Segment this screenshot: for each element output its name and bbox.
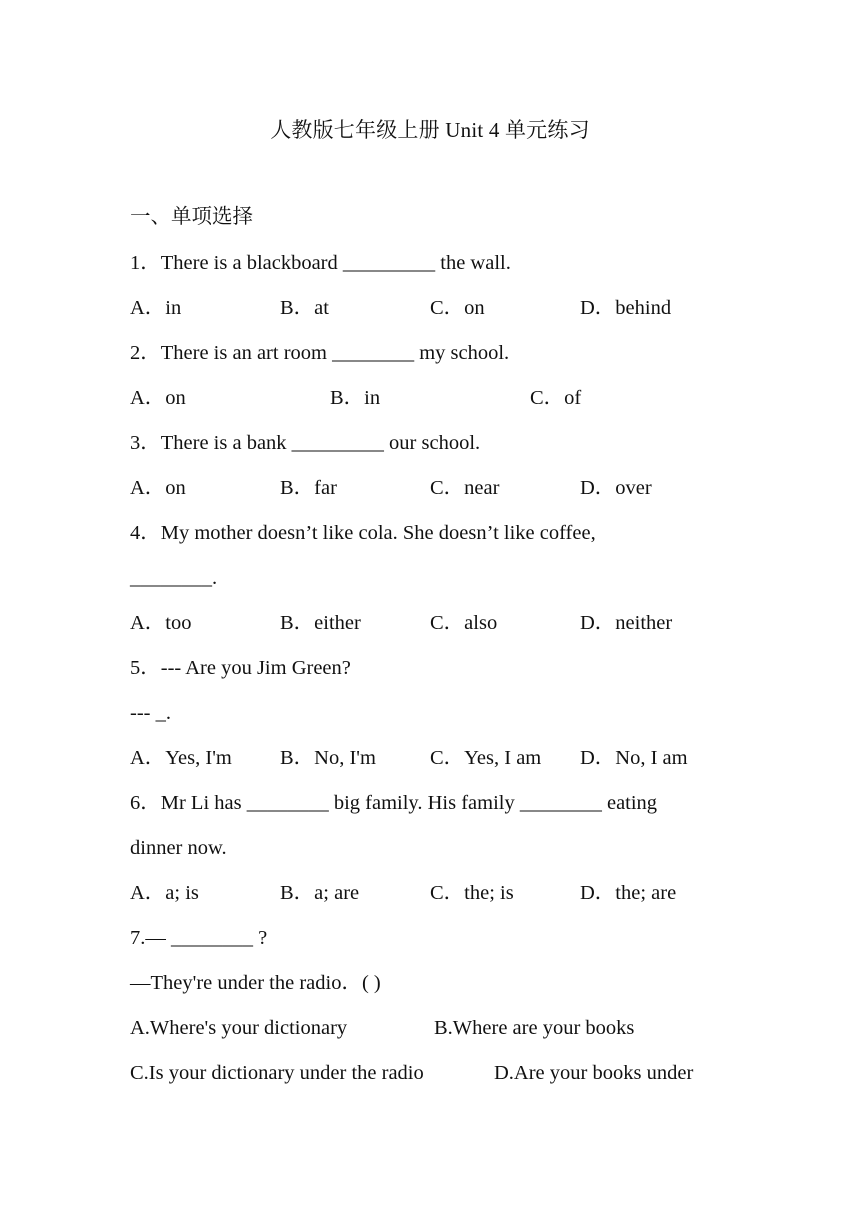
question-7-option-d: D.Are your books under [494, 1062, 694, 1084]
question-7-option-c: C.Is your dictionary under the radio [130, 1062, 424, 1084]
question-4-option-d: D．neither [580, 612, 673, 634]
question-1-option-b: B．at [280, 297, 329, 319]
question-4-option-c: C．also [430, 612, 498, 634]
question-5-stem-continued: --- _. [130, 702, 171, 724]
question-5-option-c: C．Yes, I am [430, 747, 542, 769]
section-heading: 一、单项选择 [130, 206, 253, 228]
question-2-option-c: C．of [530, 387, 582, 409]
question-3-option-b: B．far [280, 477, 337, 499]
question-5-option-a: A．Yes, I'm [130, 747, 232, 769]
question-7-option-a: A.Where's your dictionary [130, 1017, 348, 1039]
question-5-option-d: D．No, I am [580, 747, 688, 769]
question-7-option-b: B.Where are your books [434, 1017, 635, 1039]
question-6-stem: 6．Mr Li has ________ big family. His family ________ eating [130, 792, 658, 814]
question-1-option-c: C．on [430, 297, 485, 319]
question-1-option-a: A．in [130, 297, 182, 319]
question-2-option-b: B．in [330, 387, 381, 409]
question-4-stem-continued: ________. [130, 567, 218, 589]
question-6-option-b: B．a; are [280, 882, 360, 904]
question-6-option-d: D．the; are [580, 882, 677, 904]
question-3-option-d: D．over [580, 477, 652, 499]
question-3-option-c: C．near [430, 477, 500, 499]
question-6-option-c: C．the; is [430, 882, 514, 904]
question-6-stem-continued: dinner now. [130, 837, 227, 859]
question-4-option-b: B．either [280, 612, 361, 634]
question-3-stem: 3．There is a bank _________ our school. [130, 432, 481, 454]
question-5-stem: 5．--- Are you Jim Green? [130, 657, 351, 679]
question-7-stem: 7.— ________ ? [130, 927, 268, 949]
question-7-stem-continued: —They're under the radio．( ) [130, 972, 381, 994]
question-6-option-a: A．a; is [130, 882, 199, 904]
question-4-option-a: A．too [130, 612, 192, 634]
question-5-option-b: B．No, I'm [280, 747, 376, 769]
question-2-stem: 2．There is an art room ________ my school. [130, 342, 510, 364]
question-1-option-d: D．behind [580, 297, 672, 319]
question-2-option-a: A．on [130, 387, 186, 409]
page-title: 人教版七年级上册 Unit 4 单元练习 [270, 118, 590, 142]
question-3-option-a: A．on [130, 477, 186, 499]
question-4-stem: 4．My mother doesn’t like cola. She doesn’t like coffee, [130, 522, 596, 544]
question-1-stem: 1．There is a blackboard _________ the wall. [130, 252, 511, 274]
